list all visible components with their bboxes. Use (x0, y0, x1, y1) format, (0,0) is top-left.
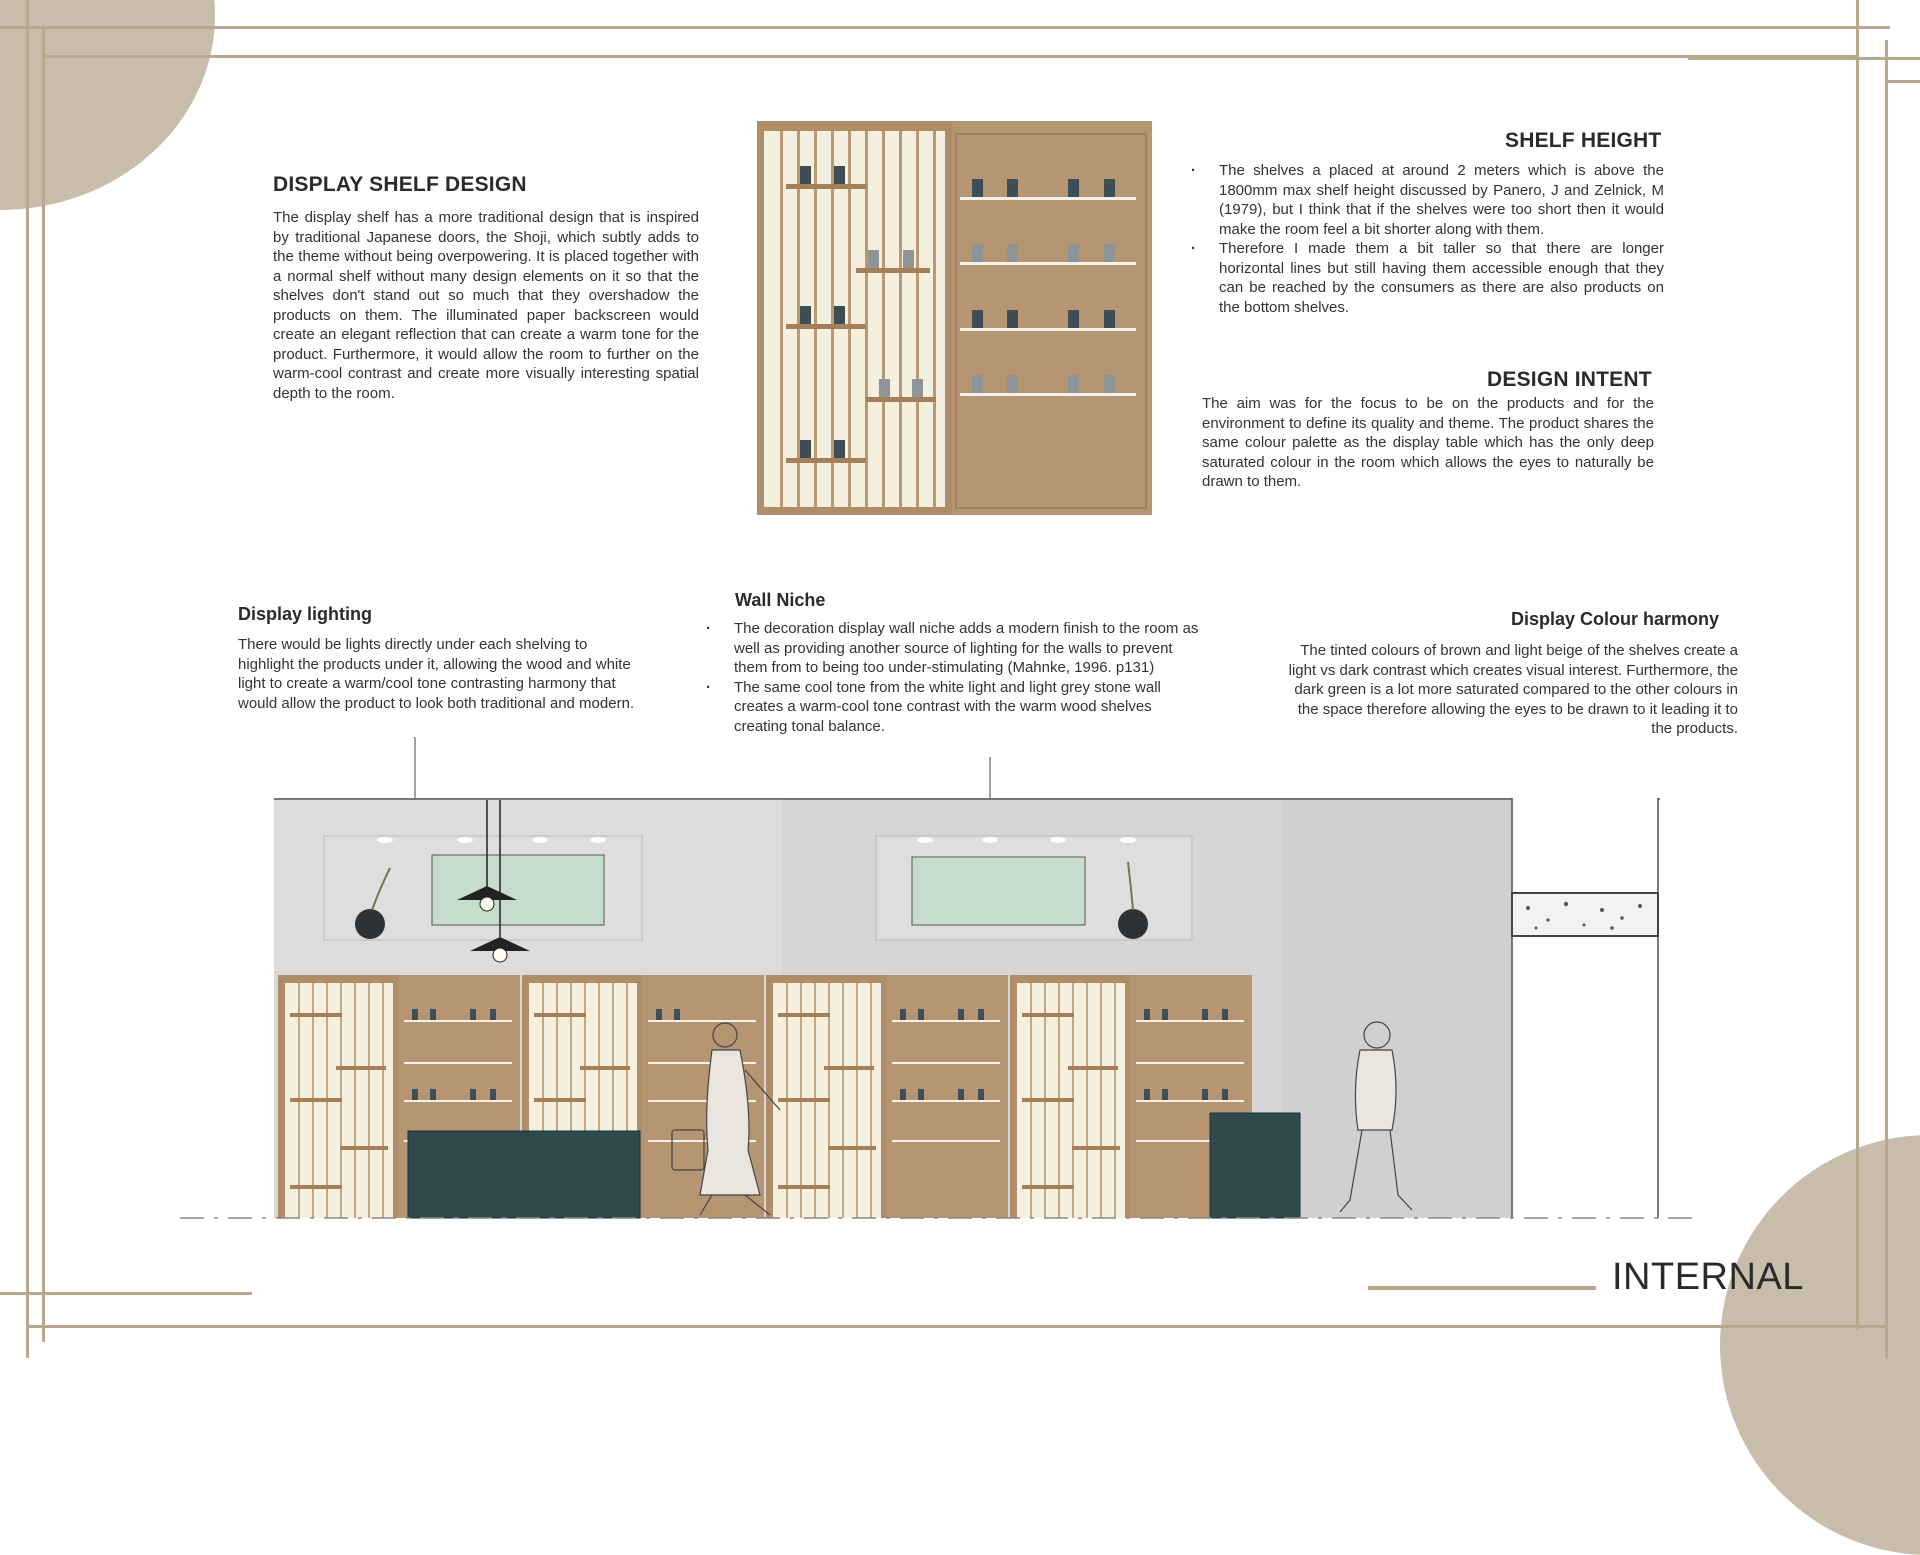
vase-left (355, 909, 385, 939)
concrete-wall-shade (274, 798, 781, 978)
wood-cabinet-inset (956, 134, 1146, 508)
side-opening (1512, 798, 1658, 1218)
shelf-unit-2-cabinet (642, 975, 764, 1218)
plant-right (1128, 862, 1133, 910)
shoji-frame (757, 121, 952, 515)
shelf-height-bullet-2: · Therefore I made them a bit taller so that there are longer horizontal lines but still having them accessible enough that they can be reached by the consumers as there are also products on the bottom shelves. (1189, 239, 1664, 317)
cabinet-products-row-3 (972, 310, 1115, 328)
shoji-shelves (786, 184, 936, 463)
bottom-right-corner-circle (1720, 1135, 1920, 1555)
concrete-wall-shade-2 (1282, 798, 1512, 1218)
shelf-height-title: SHELF HEIGHT (1505, 129, 1662, 152)
internal-label: INTERNAL (1612, 1256, 1804, 1298)
wall-niche-list (704, 619, 1204, 736)
wall-niche-title: Wall Niche (735, 590, 826, 610)
wood-cabinet (952, 121, 1152, 515)
frame-left-outer (26, 0, 29, 1358)
display-counter-left (408, 1131, 640, 1218)
niche-left-glass (432, 855, 604, 925)
design-intent-body: The aim was for the focus to be on the products and for the environment to define its quality and theme. The product shares the same colour palette as the display table which has the only deep saturated colour in the room which allows the eyes to naturally be drawn to them. (1202, 395, 1654, 490)
shelf-unit-1-cabinet (398, 975, 520, 1218)
shelf-unit-1-shoji (278, 975, 400, 1218)
shoji-backscreen (764, 131, 945, 507)
cabinet-products-row-4 (972, 375, 1115, 393)
internal-underline (1368, 1286, 1596, 1290)
display-shelf-body: The display shelf has a more traditional design that is inspired by traditional Japanese doors, the Shoji, which subtly adds to the theme without being overpowering. It is placed together with a normal shelf without many design elements on it so that the shelves don't stand out so much that they overshadow the products on them. The illuminated paper backscreen would create an elegant reflection that can create a warm tone for the product. Furthermore, it would allow the room to further on the warm-cool contrast and create more visually interesting spatial depth to the room. (273, 209, 699, 402)
shelf-unit-3-shoji (766, 975, 888, 1218)
colour-harmony-title: Display Colour harmony (1511, 609, 1720, 629)
design-intent-title: DESIGN INTENT (1487, 368, 1652, 391)
frame-top-outer (0, 26, 1890, 29)
frame-top-inner (42, 55, 1857, 58)
niche-right-glass (912, 857, 1085, 925)
pendant-1-shade (457, 886, 517, 900)
shelf-unit-4-cabinet (1130, 975, 1252, 1218)
pendant-2-shade (470, 937, 530, 951)
cabinet-products-row-2 (972, 244, 1115, 262)
cabinet-shelves (960, 197, 1136, 396)
frame-right-tick (1888, 80, 1920, 83)
niche-right-spotlights (917, 837, 1136, 843)
shoji-products (800, 166, 923, 458)
pendant-2-bulb (493, 948, 507, 962)
wall-niche-bullet-2: · The same cool tone from the white light and light grey stone wall creates a warm-cool tone contrast with the warm wood shelves creating tonal balance. (704, 678, 1204, 737)
display-lighting-body: There would be lights directly under each shelving to highlight the products under it, allowing the wood and white light to create a warm/cool tone contrasting harmony that would allow the product to look both traditional and modern. (238, 636, 635, 712)
colour-harmony-body: The tinted colours of brown and light beige of the shelves create a light vs dark contrast which creates visual interest. Furthermore, the dark green is a lot more saturated compared to the other colours in the space therefore allowing the eyes to be drawn to it leading it to the products. (1288, 642, 1738, 737)
display-shelf-title: DISPLAY SHELF DESIGN (273, 173, 527, 196)
wall-niche-left (324, 836, 642, 940)
frame-bottom-outer (26, 1325, 1886, 1328)
shoji-slats (780, 131, 936, 507)
elevation-shoji-slats (298, 983, 1116, 1218)
frame-top-right-short (1688, 57, 1920, 60)
elevation-shelves (404, 1020, 1244, 1142)
frame-left-inner (42, 26, 45, 1342)
concrete-wall (274, 798, 1512, 1218)
elevation-products (412, 1009, 1228, 1100)
shelf-unit-3-cabinet (886, 975, 1008, 1218)
cabinet-products-row-1 (972, 179, 1115, 197)
shelf-unit-2-shoji (522, 975, 644, 1218)
wall-niche-bullet-1: · The decoration display wall niche adds a modern finish to the room as well as providing another source of lighting for the walls to prevent them from to being too under-stimulating (Mahnke, 1996. p131) (704, 619, 1204, 678)
display-counter-right (1210, 1113, 1300, 1218)
person-man-silhouette (1340, 1022, 1412, 1212)
pendant-1-bulb (480, 897, 494, 911)
niche-left-spotlights (377, 837, 606, 843)
top-left-corner-circle (0, 0, 215, 210)
vase-right (1118, 909, 1148, 939)
display-lighting-title: Display lighting (238, 604, 373, 624)
shelf-height-list (1189, 161, 1664, 317)
wall-niche-right (876, 836, 1192, 940)
shelf-detail (757, 121, 1152, 515)
plant-left (372, 868, 390, 910)
elevation-shoji-shelves (290, 1013, 1120, 1189)
person-woman-silhouette (672, 1023, 780, 1215)
terrazzo-panel (1512, 893, 1658, 936)
frame-bottom-left-short (0, 1292, 252, 1295)
frame-right-inner (1885, 40, 1888, 1358)
frame-right-outer (1856, 0, 1859, 1330)
terrazzo-specks (1526, 902, 1642, 930)
shelf-unit-4-shoji (1010, 975, 1132, 1218)
shelf-height-bullet-1: · The shelves a placed at around 2 meters which is above the 1800mm max shelf height discussed by Panero, J and Zelnick, M (1979), but I think that if the shelves were too short then it would make the room feel a bit shorter along with them. (1189, 161, 1664, 239)
